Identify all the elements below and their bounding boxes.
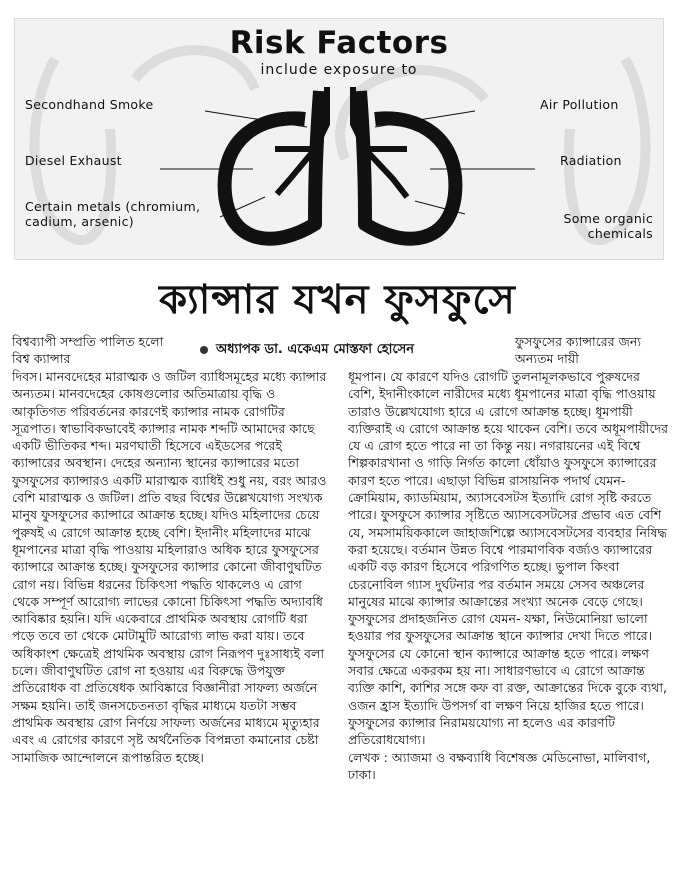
label-radiation: Radiation (560, 153, 622, 168)
left-column-text: দিবস। মানবদেহের মারাত্মক ও জটিল ব্যাধিসমূহের মধ্যে ক্যান্সার অন্যতম। মানবদেহের কোষগুলোর অতিমাত্রায় বৃদ্ধি ও আকৃতিগত পরিবর্তনের কারণেই ক্যান্সার নামক রোগটির সূত্রপাত। স্বাভাবিকভাবেই ক্যান্সার নামক শব্দটি আমাদের কাছে একটি ভীতিকর শব্দ। মরণঘাতী হিসেবে এইডসের পরেই ক্যান্সারের অবস্থান। দেহের অন্যান্য স্থানের ক্যান্সারের মতো ফুসফুসের ক্যান্সারও একটি মারাত্মক ব্যাধিই শুধু নয়, বরং আরও বেশি মারাত্মক ও জটিল। প্রতি বছর বিশ্বের উল্লেখযোগ্য সংখ্যক মানুষ ফুসফুসের ক্যান্সারে আক্রান্ত হচ্ছে। যদিও মহিলাদের চেয়ে পুরুষই এ রোগে আক্রান্ত হচ্ছে বেশি। ইদানীং মহিলাদের মাঝে ধূমপানের মাত্রা বৃদ্ধি পাওয়ায় মহিলারাও অধিক হারে ফুসফুসের ক্যান্সারে আক্রান্ত হচ্ছে। ফুসফুসের ক্যান্সার কোনো জীবাণুঘটিত রোগ নয়। বিভিন্ন ধরনের চিকিৎসা পদ্ধতি থাকলেও এ রোগ থেকে সম্পূর্ণ আরোগ্য লাভের কোনো চিকিৎসা পদ্ধতি অদ্যাবধি আবিষ্কার হয়নি। যদি একেবারে প্রাথমিক অবস্থায় রোগটি ধরা পড়ে তবে তা থেকে মোটামুটি আরোগ্য লাভ করা যায়। তবে অধিকাংশ ক্ষেত্রেই প্রাথমিক অবস্থায় রোগ নিরূপণ দুঃসাধ্যই বলা চলে। জীবাণুঘটিত রোগ না হওয়ায় এর বিরুদ্ধে উপযুক্ত প্রতিরোধক বা প্রতিষেধক আবিষ্কারে বিজ্ঞানীরা সাফল্য অর্জনে সক্ষম হয়নি। তাই জনসচেতনতা বৃদ্ধির মাধ্যমে যতটা সম্ভব প্রাথমিক অবস্থায় রোগ নির্ণয়ে সাফল্য অর্জনের মাধ্যমে মৃত্যুহার এবং এ রোগের কারণে সৃষ্ট অর্থনৈতিক বিপন্নতা কমানোর চেষ্টা সামাজিক আন্দোলনে রূপান্তরিত হচ্ছে। (12, 369, 327, 765)
risk-factors-banner (14, 18, 664, 260)
label-diesel-exhaust: Diesel Exhaust (25, 153, 122, 168)
right-column-text: ধূমপান। যে কারণে যদিও রোগটি তুলনামূলকভাবে পুরুষদের বেশি, ইদানীংকালে নারীদের মধ্যে ধূমপানের মাত্রা বৃদ্ধি পাওয়ায় তারাও উল্লেখযোগ্য হারে এ রোগে আক্রান্ত হচ্ছে। ধূমপায়ী ব্যক্তিরাই এ রোগে আক্রান্ত হয়ে থাকেন বেশি। তবে অধূমপায়ীদের যে এ রোগ হতে পারে না তা কিন্তু নয়। নগরায়নের এই বিশ্বে শিল্পকারখানা ও গাড়ি নির্গত কালো ধোঁয়াও ফুসফুসে ক্যান্সারের কারণ হতে পারে। এছাড়া বিভিন্ন রাসায়নিক পদার্থ যেমন-ক্রোমিয়াম, ক্যাডমিয়াম, অ্যাসবেসটস ইত্যাদি রোগ সৃষ্টি করতে পারে। ফুসফুসে ক্যান্সার সৃষ্টিতে অ্যাসবেসটসের প্রভাব এত বেশি যে, সমসাময়িককালে জাহাজশিল্পে অ্যাসবেসটসের ব্যবহার নিষিদ্ধ করা হয়েছে। বর্তমান উন্নত বিশ্বে পারমাণবিক বর্জ্যও ক্যান্সারের একটি বড় কারণ হিসেবে পরিগণিত হচ্ছে। ভুপাল কিংবা চেরনোবিল গ্যাস দুর্ঘটনার পর বর্তমান সময়ে সেসব অঞ্চলের মানুষের মাঝে ক্যান্সার আক্রান্তের সংখ্যা অনেক বেড়ে গেছে। ফুসফুসের প্রদাহজনিত রোগ যেমন- যক্ষা, নিউমোনিয়া ভালো হওয়ার পর ফুসফুসের আক্রান্ত স্থানে ক্যান্সার দেখা দিতে পারে। ফুসফুসের যে কোনো স্থান ক্যান্সারে আক্রান্ত হতে পারে। লক্ষণ সবার ক্ষেত্রে একরকম হয় না। সাধারণভাবে এ রোগে আক্রান্ত ব্যক্তি কাশি, কাশির সঙ্গে কফ বা রক্ত, আক্রান্তের দিকে বুকে ব্যথা, ওজন হ্রাস ইত্যাদি উপসর্গ বা লক্ষণ নিয়ে হাজির হতে পারে। ফুসফুসের ক্যান্সার নিরাময়যোগ্য না হলেও এর কারণটি প্রতিরোধযোগ্য। (348, 369, 669, 748)
bullet-icon (200, 346, 208, 354)
author-credit: লেখক : অ্যাজমা ও বক্ষব্যাধি বিশেষজ্ঞ মেডিনোভা, মালিবাগ, ঢাকা। (348, 749, 651, 782)
label-certain-metals: Certain metals (chromium, cadium, arsenic) (25, 199, 201, 229)
article-headline: ক্যান্সার যখন ফুসফুসে (159, 276, 516, 323)
author-name: অধ্যাপক ডা. একেএম মোস্তফা হোসেন (216, 342, 415, 357)
pullquote-right: ফুসফুসের ক্যান্সারের জন্য অন্যতম দায়ী (515, 334, 642, 367)
label-air-pollution: Air Pollution (540, 97, 619, 112)
byline (200, 340, 414, 361)
pullquote-left: বিশ্বব্যাপী সম্প্রতি পালিত হলো বিশ্ব ক্যান্সার (12, 334, 164, 367)
article-left-column (12, 368, 330, 766)
label-secondhand-smoke: Secondhand Smoke (25, 97, 154, 112)
article-right-column (348, 368, 670, 783)
label-organic-chemicals: Some organic chemicals (563, 211, 653, 241)
banner-subtitle: include exposure to (260, 62, 418, 78)
banner-title: Risk Factors (229, 25, 449, 61)
